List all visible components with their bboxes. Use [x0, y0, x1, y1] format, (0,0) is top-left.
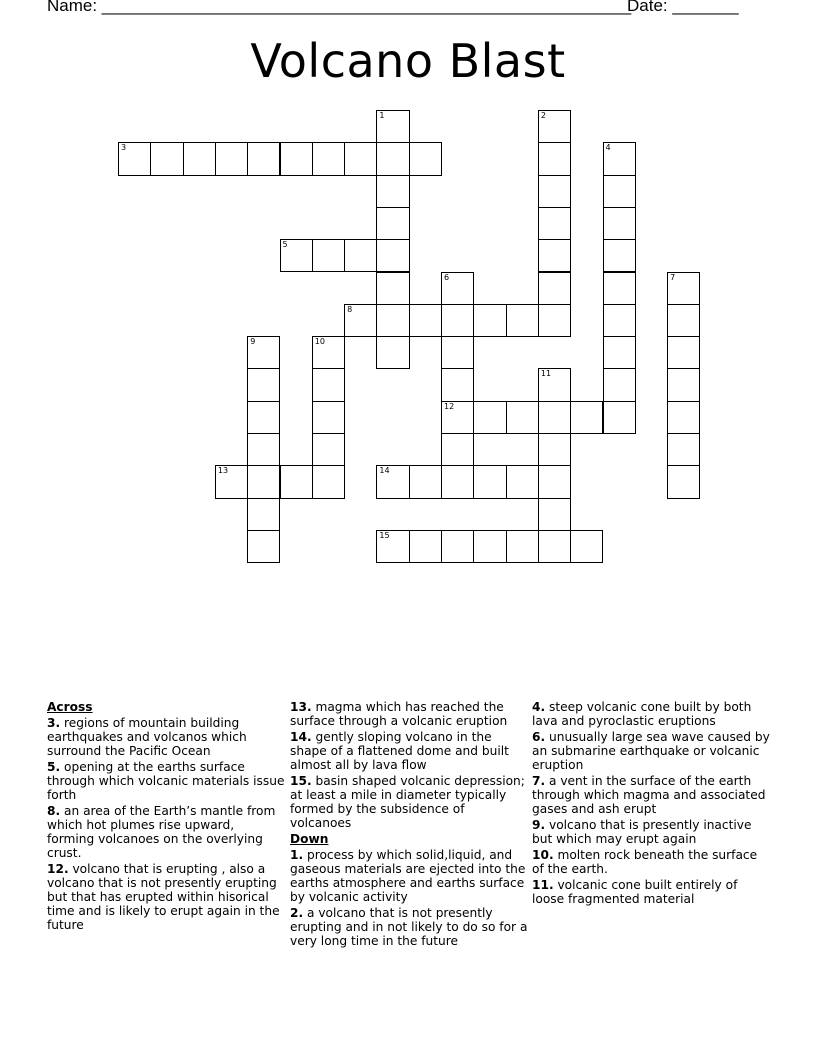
grid-cell[interactable]	[441, 530, 474, 563]
grid-cell[interactable]	[667, 433, 700, 466]
grid-cell[interactable]	[247, 530, 280, 563]
clue-column-1	[47, 700, 285, 934]
grid-cell[interactable]	[667, 304, 700, 337]
grid-cell[interactable]	[603, 336, 636, 369]
grid-cell[interactable]	[409, 530, 442, 563]
across-clue: 13. magma which has reached the surface through a volcanic eruption	[290, 700, 508, 728]
grid-cell[interactable]	[603, 207, 636, 240]
grid-cell[interactable]	[538, 272, 571, 305]
grid-cell[interactable]	[409, 304, 442, 337]
name-field[interactable]: Name: ________________________________________________________	[47, 0, 632, 15]
grid-cell[interactable]	[441, 465, 474, 498]
grid-cell[interactable]	[538, 175, 571, 208]
clue-number: 5	[282, 240, 288, 250]
grid-cell[interactable]	[441, 433, 474, 466]
grid-cell[interactable]	[538, 239, 571, 272]
down-clue: 9. volcano that is presently inactive but which may erupt again	[532, 818, 752, 846]
across-clue: 12. volcano that is erupting , also a volcano that is not presently erupting but that has erupted within hisorical time and is likely to erupt again in the future	[47, 862, 280, 932]
grid-cell[interactable]	[667, 401, 700, 434]
grid-cell[interactable]	[603, 272, 636, 305]
grid-cell[interactable]	[538, 498, 571, 531]
clue-number: 6	[444, 272, 450, 282]
grid-cell[interactable]	[280, 142, 313, 175]
clue-number: 15	[379, 530, 390, 540]
grid-cell[interactable]	[667, 368, 700, 401]
grid-cell[interactable]	[538, 304, 571, 337]
clue-number: 10	[314, 337, 325, 347]
across-clue: 15. basin shaped volcanic depression; at least a mile in diameter typically formed by the subsidence of volcanoes	[290, 774, 525, 830]
grid-cell[interactable]	[603, 142, 636, 175]
down-clue: 2. a volcano that is not presently erupting and in not likely to do so for a very long time in the future	[290, 906, 528, 948]
grid-cell[interactable]	[376, 465, 409, 498]
across-clue: 5. opening at the earths surface through which volcanic materials issue forth	[47, 760, 285, 802]
grid-cell[interactable]	[247, 433, 280, 466]
grid-cell[interactable]	[506, 401, 539, 434]
clue-number: 1	[379, 111, 385, 120]
down-clue: 11. volcanic cone built entirely of loose fragmented material	[532, 878, 738, 906]
puzzle-title: Volcano Blast	[250, 34, 566, 88]
grid-cell[interactable]	[344, 304, 377, 337]
grid-cell[interactable]	[506, 304, 539, 337]
grid-cell[interactable]	[215, 142, 248, 175]
grid-cell[interactable]	[280, 465, 313, 498]
grid-cell[interactable]	[441, 368, 474, 401]
grid-cell[interactable]	[215, 465, 248, 498]
grid-cell[interactable]	[538, 142, 571, 175]
grid-cell[interactable]	[473, 401, 506, 434]
clue-column-2	[290, 700, 528, 950]
clue-number: 2	[540, 111, 546, 120]
grid-cell[interactable]	[441, 336, 474, 369]
grid-cell[interactable]	[538, 530, 571, 563]
clue-column-3	[532, 700, 770, 908]
grid-cell[interactable]	[247, 401, 280, 434]
grid-cell[interactable]	[376, 207, 409, 240]
grid-cell[interactable]	[441, 401, 474, 434]
grid-cell[interactable]	[441, 304, 474, 337]
grid-cell[interactable]	[473, 530, 506, 563]
clue-number: 9	[250, 337, 256, 347]
grid-cell[interactable]	[280, 239, 313, 272]
grid-cell[interactable]	[570, 401, 603, 434]
grid-cell[interactable]	[376, 272, 409, 305]
grid-cell[interactable]	[150, 142, 183, 175]
grid-cell[interactable]	[570, 530, 603, 563]
grid-cell[interactable]	[247, 498, 280, 531]
grid-cell[interactable]	[376, 175, 409, 208]
grid-cell[interactable]	[376, 304, 409, 337]
grid-cell[interactable]	[538, 207, 571, 240]
grid-cell[interactable]	[312, 336, 345, 369]
grid-cell[interactable]	[247, 142, 280, 175]
grid-cell[interactable]	[538, 368, 571, 401]
grid-cell[interactable]	[312, 401, 345, 434]
down-heading: Down	[290, 832, 329, 846]
grid-cell[interactable]	[118, 142, 151, 175]
grid-cell[interactable]	[667, 336, 700, 369]
grid-cell[interactable]	[312, 239, 345, 272]
across-heading: Across	[47, 700, 93, 714]
grid-cell[interactable]	[538, 433, 571, 466]
clue-number: 7	[670, 272, 676, 282]
across-clue: 3. regions of mountain building earthquakes and volcanos which surround the Pacific Ocean	[47, 716, 247, 758]
grid-cell[interactable]	[312, 465, 345, 498]
grid-cell[interactable]	[376, 142, 409, 175]
grid-cell[interactable]	[183, 142, 216, 175]
clue-number: 12	[444, 401, 455, 411]
grid-cell[interactable]	[344, 239, 377, 272]
grid-cell[interactable]	[667, 465, 700, 498]
clue-number: 11	[540, 369, 552, 379]
grid-cell[interactable]	[603, 368, 636, 401]
grid-cell[interactable]	[312, 142, 345, 175]
clue-number: 8	[347, 304, 353, 314]
grid-cell[interactable]	[538, 110, 571, 143]
grid-cell[interactable]	[409, 142, 442, 175]
grid-cell[interactable]	[312, 433, 345, 466]
grid-cell[interactable]	[376, 336, 409, 369]
across-clue: 8. an area of the Earth’s mantle from which hot plumes rise upward, forming volcanoes on the overlying crust.	[47, 804, 276, 860]
grid-cell[interactable]	[409, 465, 442, 498]
grid-cell[interactable]	[312, 368, 345, 401]
clue-number: 14	[379, 466, 390, 476]
name-date-line	[47, 0, 739, 16]
grid-cell[interactable]	[506, 465, 539, 498]
down-clue: 7. a vent in the surface of the earth through which magma and associated gases and ash erupt	[532, 774, 766, 816]
clue-number: 13	[217, 466, 229, 476]
grid-cell[interactable]	[376, 530, 409, 563]
grid-cell[interactable]	[473, 465, 506, 498]
grid-cell[interactable]	[441, 272, 474, 305]
across-clue: 14. gently sloping volcano in the shape of a flattened dome and built almost all by lava flow	[290, 730, 509, 772]
grid-cell[interactable]	[603, 239, 636, 272]
grid-cell[interactable]	[376, 239, 409, 272]
grid-cell[interactable]	[344, 142, 377, 175]
down-clue: 1. process by which solid,liquid, and gaseous materials are ejected into the earths atmosphere and earths surface by volcanic activity	[290, 848, 526, 904]
grid-cell[interactable]	[538, 465, 571, 498]
date-field[interactable]: Date: _______	[627, 0, 739, 15]
grid-cell[interactable]	[603, 401, 636, 434]
down-clue: 10. molten rock beneath the surface of the earth.	[532, 848, 758, 876]
grid-cell[interactable]	[376, 110, 409, 143]
grid-cell[interactable]	[247, 368, 280, 401]
grid-cell[interactable]	[247, 465, 280, 498]
clue-number: 4	[605, 143, 611, 153]
grid-cell[interactable]	[603, 175, 636, 208]
grid-cell[interactable]	[667, 272, 700, 305]
grid-cell[interactable]	[247, 336, 280, 369]
grid-cell[interactable]	[538, 401, 571, 434]
down-clue: 4. steep volcanic cone built by both lava and pyroclastic eruptions	[532, 700, 752, 728]
clue-number: 3	[121, 143, 127, 153]
grid-cell[interactable]	[603, 304, 636, 337]
grid-cell[interactable]	[506, 530, 539, 563]
grid-cell[interactable]	[473, 304, 506, 337]
down-clue: 6. unusually large sea wave caused by an submarine earthquake or volcanic eruption	[532, 730, 770, 772]
